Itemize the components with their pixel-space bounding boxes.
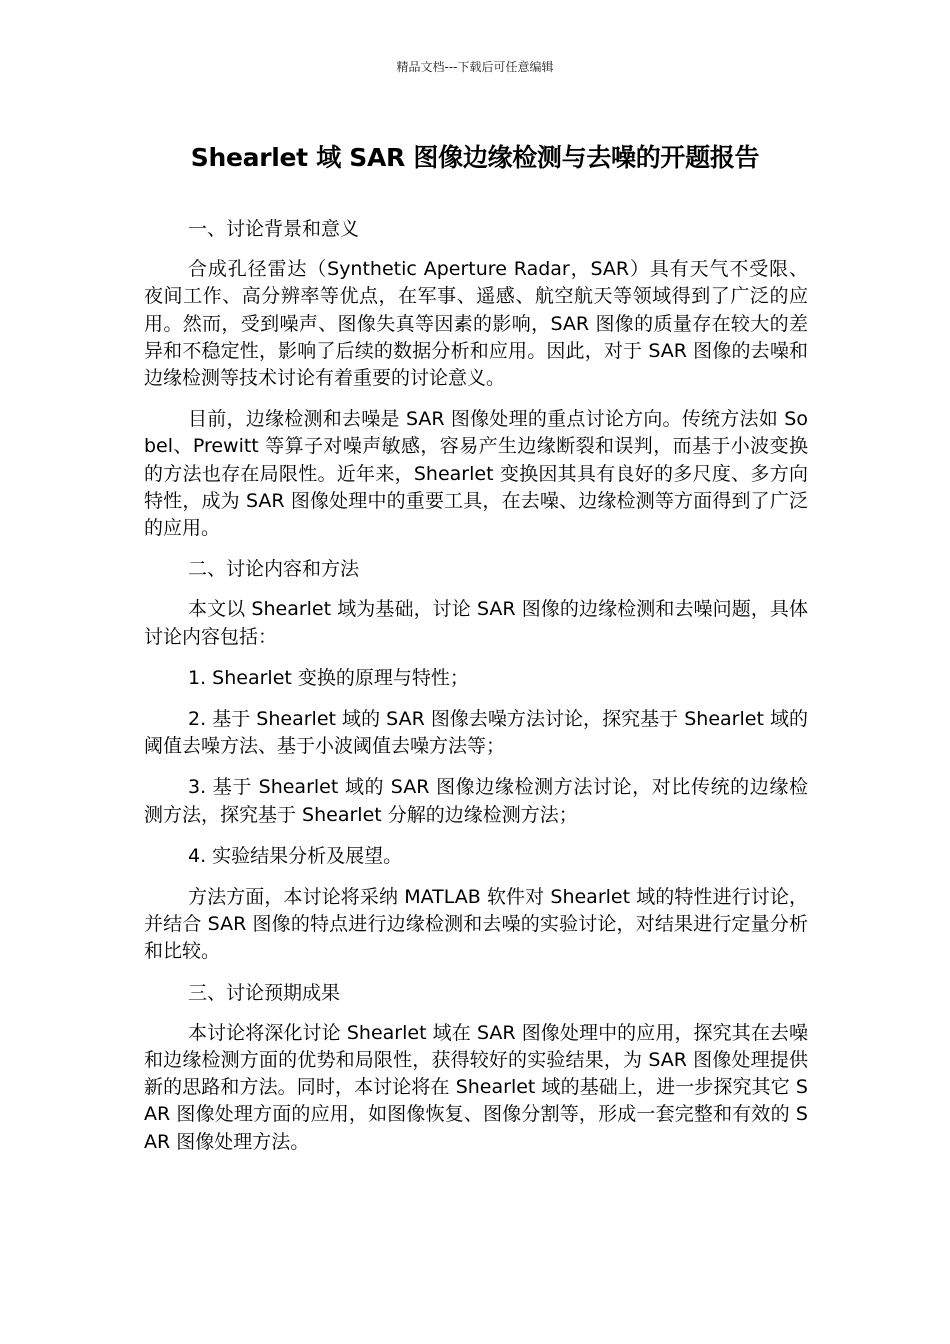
paragraph-sar-intro: 合成孔径雷达（Synthetic Aperture Radar，SAR）具有天气不受限、夜间工作、高分辨率等优点，在军事、遥感、航空航天等领域得到了广泛的应用。然而，受到噪声、图像失真等因素的影响，SAR 图像的质量存在较大的差异和不稳定性，影响了后续的数据分析和应用。因此，对于 SAR 图像的去噪和边缘检测等技术讨论有着重要的讨论意义。: [144, 258, 808, 390]
list-item-4: 4. 实验结果分析及展望。: [188, 844, 403, 867]
paragraph-current-methods: 目前，边缘检测和去噪是 SAR 图像处理的重点讨论方向。传统方法如 Sobel、Prewitt 等算子对噪声敏感，容易产生边缘断裂和误判，而基于小波变换的方法也存在局限性。近年来，Shearlet 变换因其具有良好的多尺度、多方向特性，成为 SAR 图像处理中的重要工具，在去噪、边缘检测等方面得到了广泛的应用。: [144, 408, 808, 540]
section-heading-content-methods: 二、讨论内容和方法: [188, 558, 360, 581]
list-item-3: 3. 基于 Shearlet 域的 SAR 图像边缘检测方法讨论，对比传统的边缘检测方法，探究基于 Shearlet 分解的边缘检测方法；: [144, 776, 808, 826]
paragraph-content-intro: 本文以 Shearlet 域为基础，讨论 SAR 图像的边缘检测和去噪问题，具体讨论内容包括：: [144, 598, 808, 648]
paragraph-expected-results: 本讨论将深化讨论 Shearlet 域在 SAR 图像处理中的应用，探究其在去噪和边缘检测方面的优势和局限性，获得较好的实验结果，为 SAR 图像处理提供新的思路和方法。同时，本讨论将在 Shearlet 域的基础上，进一步探究其它 SAR 图像处理方面的应用，如图像恢复、图像分割等，形成一套完整和有效的 SAR 图像处理方法。: [144, 1021, 808, 1153]
paragraph-methodology: 方法方面，本讨论将采纳 MATLAB 软件对 Shearlet 域的特性进行讨论，并结合 SAR 图像的特点进行边缘检测和去噪的实验讨论，对结果进行定量分析和比较。: [144, 886, 808, 963]
section-heading-expected-results: 三、讨论预期成果: [188, 981, 341, 1004]
list-item-1: 1. Shearlet 变换的原理与特性；: [188, 666, 469, 689]
list-item-2: 2. 基于 Shearlet 域的 SAR 图像去噪方法讨论，探究基于 Shearlet 域的阈值去噪方法、基于小波阈值去噪方法等；: [144, 708, 808, 758]
section-heading-background: 一、讨论背景和意义: [188, 218, 360, 240]
document-body: [144, 216, 808, 1170]
header-note: 精品文档---下载后可任意编辑: [396, 60, 554, 74]
document-title: Shearlet 域 SAR 图像边缘检测与去噪的开题报告: [190, 143, 760, 172]
